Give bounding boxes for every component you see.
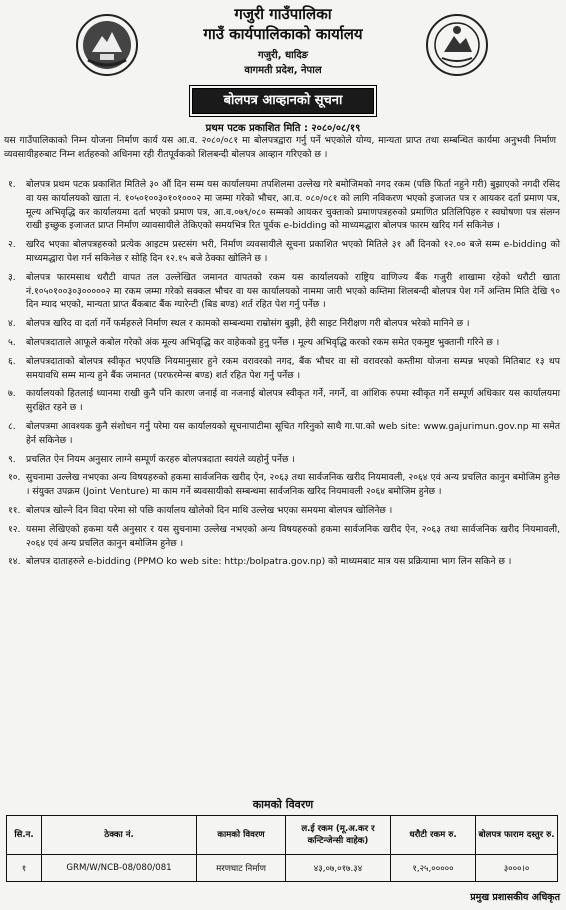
list-item <box>4 453 560 467</box>
item-text: बोलपत्रमा आवश्यक कुनै संशोधन गर्नु परेमा यस कार्यालयको सूचनापाटीमा सूचित गरिनुको साथै गा.पा.को web site: www.gajurimun.gov.np मा समेत हेर्न सकिनेछ । <box>26 420 560 446</box>
item-number: २. <box>8 239 16 251</box>
item-number: १२. <box>8 523 21 535</box>
item-text: बोलपत्र फारमसाथ धरौटी वापत तल उल्लेखित जमानत वापतको रकम यस कार्यालयको राष्ट्रिय वाणिज्य बैंक गजुरी शाखामा रहेको धरौटी खाता नं.१०५०१००३०३०००००२ मा रकम जम्मा गरेको सक्कल भौचर वा यस कार्यालयको नाममा जारी भएको कम्तिमा शिलबन्दी बोलपत्र पेश गर्ने अन्तिम मिति देखि ९० दिन म्याद भएको, मान्यता प्राप्त बैंकबाट बैंक ग्यारेन्टी (बिड बण्ड) शर्त रहित पेश गर्नु पर्नेछ । <box>26 271 560 311</box>
list-item <box>4 178 560 233</box>
item-text: प्रचलित ऐन नियम अनुसार लाग्ने सम्पूर्ण करहरु बोलपत्रदाता स्वयंले व्यहोर्नु पर्नेछ । <box>26 453 295 465</box>
letterhead <box>0 0 566 88</box>
col-form-fee: बोलपत्र फाराम दस्तुर रु. <box>476 816 558 855</box>
notice-title-banner: बोलपत्र आव्हानको सूचना <box>192 88 374 114</box>
item-number: ६. <box>8 355 16 367</box>
col-deposit: धरौटी रकम रु. <box>391 816 476 855</box>
cell-serial: १ <box>7 855 42 882</box>
item-text: बोलपत्र प्रथम पटक प्रकाशित मितिले ३० औं दिन सम्म यस कार्यालयमा तपशिलमा उल्लेख गरे बमोजिमको नगद रकम (पछि फिर्ता नहुने गरी) बुझाएको नगदी रसिद वा यस कार्यालयको खाता नं. १०५०१००३०१०१०००२ मा जम्मा गरेको भौचर, आ.व. ०८०/०८१ को लागि नविकरण भएको इजाजत पत्र र आयकर दर्ता प्रमाण पत्र, मूल्य अभिवृद्धि कर कार्यालयमा दर्ता भएको प्रमाण पत्र, आ.व.०७९/०८० सम्मको आयकर चुक्ताको प्रमाणपत्रहरुको प्रमाणित प्रतिलिपिहरु र स्वघोषणा पत्र संलग्न राखी इच्छुक इजाजत प्राप्त निर्माण व्यावसायीले तेकिएको समयभित्र रित पूर्वक e-bidding को माध्यमद्धारा बोलपत्र फारम खरिद गर्न सकिनेछ । <box>26 179 560 232</box>
list-item <box>4 238 560 266</box>
item-text: खरिद भएका बोलपत्रहरुको प्रत्येक आइटम प्रस्टसंग भरी, निर्माण व्यवसायीले सूचना प्रकाशित भएको मितिले ३१ औं दिनको १२.०० बजे सम्म e-bidding को माध्यमद्धारा पेश गर्न सकिनेछ र सोहि दिन १२.१५ बजे ठेक्का खोलिने छ । <box>26 239 560 264</box>
item-number: ७. <box>8 388 16 400</box>
cell-work-description: मरणघाट निर्माण <box>197 855 286 882</box>
col-cost-estimate: ल.ई रकम (मू.अ.कर र कन्टिन्जेन्सी वाहेक) <box>286 816 391 855</box>
list-item <box>4 523 560 551</box>
intro-paragraph: यस गाउँपालिकाको निम्न योजना निर्माण कार्य यस आ.व. २०८०/०८१ मा बोलपत्रद्वारा गर्नु पर्ने भएकोले योग्य, मान्यता प्राप्त तथा सम्बन्धित कार्यमा अनुभवी निर्माण व्यवसायीहरुबाट निम्न शर्तहरुको अधिनमा रही रीतपूर्वकको शिलबन्दी बोलपत्र आव्हान गरिएको छ । <box>4 135 556 160</box>
list-item <box>4 336 560 350</box>
item-number: ३. <box>8 271 16 283</box>
cell-contract-no: GRM/W/NCB-08/080/081 <box>42 855 197 882</box>
signatory-title: प्रमुख प्रशासकीय अधिकृत <box>470 892 560 903</box>
item-number: १०. <box>8 472 21 484</box>
item-number: ९. <box>8 453 16 465</box>
item-text: बोलपत्रदाताको बोलपत्र स्वीकृत भएपछि नियमानुसार हुने रकम वरावरको नगद, बैंक भौचर वा सो वरावरको कम्तीमा योजना सम्पन्न भएको मितिबाट १३ थप समयावधि सम्म मान्य हुने बैंक जमानत (परफरमेन्स बण्ड) शर्त रहित पेश गर्नु पर्नेछ । <box>26 355 560 381</box>
col-work-description: कामको विवरण <box>197 816 286 855</box>
publication-date: प्रथम पटक प्रकाशित मिति : २०८०/०८/१९ <box>205 123 361 134</box>
item-text: बोलपत्र खरिद वा दर्ता गर्ने फर्महरुले निर्माण स्थल र कामको सम्बन्धमा राम्रोसंग बुझी, हेरी साइट निरीक्षण गरी बोलपत्र भरेको मानिने छ । <box>26 318 470 330</box>
item-text: सुचनामा उल्लेख नभएका अन्य विषयहरुको हकमा सार्वजनिक खरीद ऐन, २०६३ तथा सार्वजनिक खरीद नियमावली, २०६४ एवं अन्य प्रचलित कानुन बमोजिम हुनेछ । संयुक्त उपक्रम (Joint Venture) मा काम गर्ने ब्यवसायीको सम्बन्धमा सार्वजनिक खरिद नियमावली २०६४ बमोजिम हुनेछ । <box>26 472 560 498</box>
list-item <box>4 271 560 312</box>
item-text: बोलपत्र दाताहरुले e-bidding (PPMO ko web site: http:/bolpatra.gov.np) को माध्यमबाट मात्र यस प्रक्रियामा भाग लिन सकिने छ । <box>26 556 512 568</box>
cell-deposit: १,२५,००००० <box>391 855 476 882</box>
list-item <box>4 317 560 331</box>
cell-form-fee: ३०००।० <box>476 855 558 882</box>
table-row <box>7 855 558 882</box>
item-text: कार्यालयको हितलाई ध्यानमा राखी कुनै पनि कारण जनाई वा नजनाई बोलपत्र स्वीकृत गर्ने, नगर्ने, वा आंशिक रुपमा स्वीकृत गर्ने सम्पूर्ण अधिकार यस कार्यालयमा सुरक्षित रहने छ । <box>26 388 560 414</box>
item-number: ५. <box>8 336 16 348</box>
conditions-list <box>4 178 560 574</box>
municipality-name: गजुरी गाउँपालिका <box>234 5 332 23</box>
item-number: १. <box>8 179 16 190</box>
col-serial: सि.न. <box>7 816 42 855</box>
item-text: यसमा लेखिएको हकमा यसै अनुसार र यस सुचनामा उल्लेख नभएको अन्य विषयहरुको हकमा सार्वजनिक खरीद ऐन, २०६३ तथा सार्वजनिक खरीद नियमावली, २०६४ एवं अन्य प्रचलित कानुन बमोजिम हुनेछ । <box>26 523 560 549</box>
item-number: १४. <box>8 556 21 568</box>
col-contract-no: ठेक्का नं. <box>42 816 197 855</box>
list-item <box>4 504 560 518</box>
item-number: ८. <box>8 420 16 432</box>
list-item <box>4 387 560 415</box>
works-table <box>6 815 558 882</box>
list-item <box>4 420 560 448</box>
item-number: ११. <box>8 504 21 516</box>
table-header-row <box>7 816 558 855</box>
list-item <box>4 355 560 383</box>
office-location: गजुरी, धादिङ <box>257 50 309 61</box>
works-table-title: कामको विवरण <box>252 798 314 811</box>
office-name: गाउँ कार्यपालिकाको कार्यालय <box>203 25 363 43</box>
list-item <box>4 471 560 499</box>
item-number: ४. <box>8 318 16 330</box>
cell-cost-estimate: ४३,०७,०१७.३४ <box>286 855 391 882</box>
item-text: बोलपत्र खोल्ने दिन विदा परेमा सो पछि कार्यालय खोलेको दिन माथि उल्लेख भएका समयमा बोलपत्र खोलिनेछ । <box>26 504 393 516</box>
province-name: वागमती प्रदेश, नेपाल <box>244 65 322 76</box>
item-text: बोलपत्रदाताले आफूले कबोल गरेको अंक मूल्य अभिवृद्धि कर वाहेकको हुनु पर्नेछ । मूल्य अभिवृद्धि करको रकम समेत एकमुष्ट भुक्तानी गरिने छ । <box>26 336 500 348</box>
list-item <box>4 555 560 569</box>
